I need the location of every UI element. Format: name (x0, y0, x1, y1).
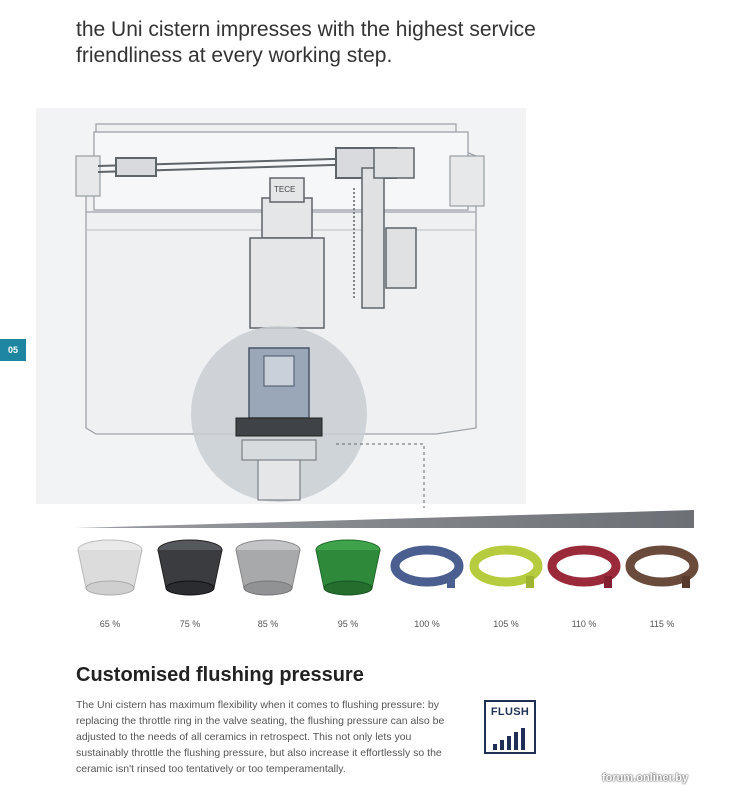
flush-badge (484, 700, 536, 754)
body-paragraph: The Uni cistern has maximum flexibility when it comes to flushing pressure: by replacing the throttle ring in the valve seating, the flushing pressure can also be adjusted to the needs of all ceramics in retrospect. This not only lets you sustainably throttle the flushing pressure, but also increase it effortlessly so the ceramic isn't rinsed too tentatively or too temperamentally. (76, 699, 445, 775)
ring-110 (552, 550, 616, 588)
ring-75 (158, 540, 222, 595)
throttle-rings (70, 538, 700, 618)
magnifier-circle (191, 326, 367, 502)
pressure-gradient-bar (76, 508, 694, 530)
ring-65 (78, 540, 142, 595)
signal-bars-icon (486, 722, 534, 752)
section-title: Customised flushing pressure (76, 664, 364, 686)
ring-85 (236, 540, 300, 595)
valve-label: TECE (274, 185, 296, 194)
ring-105 (474, 550, 538, 588)
ring-label: 95 % (337, 619, 359, 629)
watermark: forum.onliner.by (602, 772, 689, 784)
ring-label: 75 % (179, 619, 201, 629)
ring-label: 85 % (257, 619, 279, 629)
ring-label: 100 % (414, 619, 440, 629)
ring-label: 65 % (99, 619, 121, 629)
headline: the Uni cistern impresses with the highest service friendliness at every working step. (76, 18, 536, 67)
page-number-tab: 05 (0, 339, 26, 361)
ring-95 (316, 540, 380, 595)
ring-115 (630, 550, 694, 588)
ring-100 (395, 550, 459, 588)
ring-label: 115 % (649, 619, 675, 629)
ring-label: 105 % (493, 619, 519, 629)
cistern-diagram (36, 108, 526, 508)
flush-label: FLUSH (490, 706, 530, 718)
ring-label: 110 % (571, 619, 597, 629)
